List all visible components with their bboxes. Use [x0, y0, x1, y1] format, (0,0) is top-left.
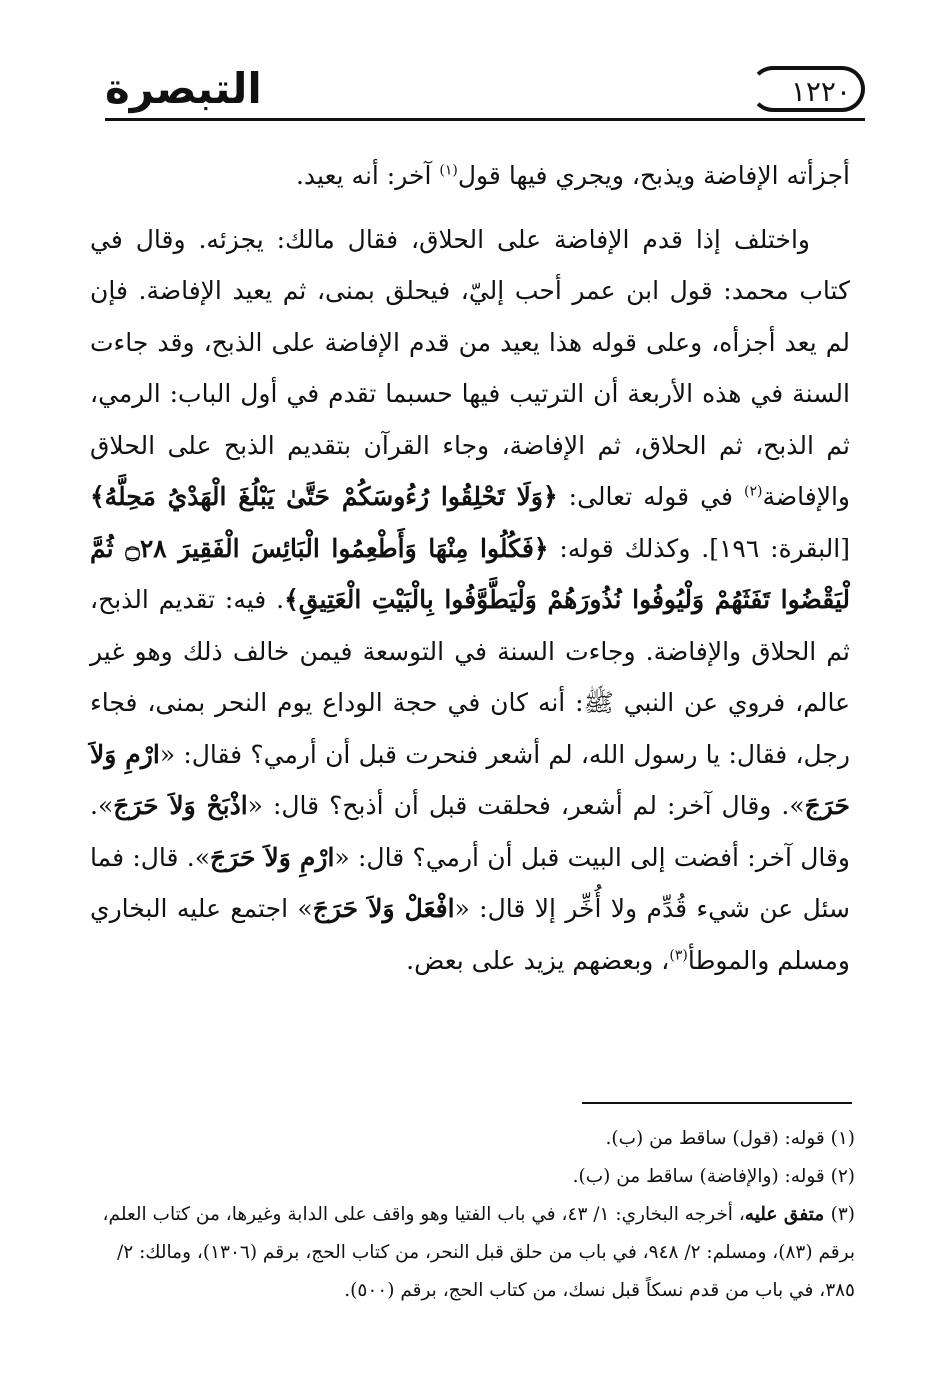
- header-rule: [105, 118, 865, 121]
- footnote-2: [90, 1158, 855, 1196]
- quran-verse-2: ﴿فَكُلُوا مِنْهَا وَأَطْعِمُوا الْبَائِسَ الْفَقِيرَ ۝٢٨ ثُمَّ لْيَقْضُوا تَفَثَهُمْ وَلْيُوفُوا نُذُورَهُمْ وَلْيَطَّوَّفُوا بِالْبَيْتِ الْعَتِيقِ﴾: [90, 533, 850, 614]
- hadith-quote-3: ارْمِ وَلاَ حَرَجَ: [210, 842, 335, 872]
- hadith-quote-2: اذْبَحْ وَلاَ حَرَجَ: [113, 791, 248, 820]
- text-run: ». قال: فما سئل عن شيء قُدِّم ولا أُخِّر إلا قال: «: [90, 842, 850, 923]
- hadith-quote-4: افْعَلْ وَلاَ حَرَجَ: [312, 894, 455, 923]
- paragraph-1: [90, 150, 850, 202]
- footnotes: [90, 1120, 855, 1310]
- footnote-ref-2: (٢): [744, 483, 763, 500]
- text-run: آخر: أنه يعيد.: [295, 161, 440, 190]
- footnote-number: (٢): [830, 1166, 855, 1187]
- text-run: واختلف إذا قدم الإفاضة على الحلاق، فقال مالك: يجزئه. وقال في كتاب محمد: قول ابن عمر أحب إليّ، فيحلق بمنى، ثم يعيد الإفاضة. فإن لم يعد أجزأه، وعلى قوله هذا يعيد من قدم الإفاضة على الذبح، وقد جاءت السنة في هذه الأربعة أن الترتيب فيها حسبما تقدم في أول الباب: الرمي، ثم الذبح، ثم الحلاق، ثم الإفاضة، وجاء القرآن بتقديم الذبح على الحلاق والإفاضة: [90, 224, 850, 511]
- quran-verse-1: ﴿وَلَا تَحْلِقُوا رُءُوسَكُمْ حَتَّىٰ يَبْلُغَ الْهَدْيُ مَحِلَّهُ﴾: [90, 482, 558, 511]
- footnote-separator: [582, 1102, 852, 1104]
- text-run: ». وقال آخر: أفضت إلى البيت قبل أن أرمي؟ قال: «: [90, 791, 851, 872]
- text-run: في قوله تعالى:: [557, 482, 745, 511]
- page-number-frame: [750, 66, 865, 112]
- footnote-ref-1: (١): [439, 162, 458, 179]
- text-run: . فيه: تقديم الذبح، ثم الحلاق والإفاضة. وجاءت السنة في التوسعة فيمن خالف ذلك وهو غير عالم، فروي عن النبي ﷺ: أنه كان في حجة الوداع يوم النحر بمنى، فجاء رجل، فقال: يا رسول الله، لم أشعر فنحرت قبل أن أرمي؟ فقال: «: [90, 585, 851, 769]
- footnote-text: ، أخرجه البخاري: ١/ ٤٣، في باب الفتيا وهو واقف على الدابة وغيرها، من كتاب العلم، برقم (٨٣)، ومسلم: ٢/ ٩٤٨، في باب من حلق قبل النحر، من كتاب الحج، برقم (١٣٠٦)، ومالك: ٢/ ٣٨٥، في باب من قدم نسكاً قبل نسك، من كتاب الحج، برقم (٥٠٠).: [102, 1204, 855, 1301]
- page-header: [105, 60, 865, 120]
- footnote-number: (١): [830, 1128, 855, 1149]
- footnote-ref-3: (٣): [669, 947, 688, 964]
- footnote-3: [90, 1196, 855, 1310]
- footnote-keyword: متفق عليه: [744, 1204, 831, 1225]
- text-run: ، وبعضهم يزيد على بعض.: [406, 945, 670, 975]
- text-run: أجزأته الإفاضة ويذبح، ويجري فيها قول: [457, 161, 850, 190]
- page-number: ١٢٢٠: [790, 75, 851, 108]
- text-run: ». وقال آخر: لم أشعر، فحلقت قبل أن أذبح؟ قال: «: [247, 791, 805, 820]
- text-run: [البقرة: ١٩٦]. وكذلك قوله:: [548, 533, 850, 563]
- hadith-quote-1: ارْمِ وَلاَ حَرَجَ: [90, 739, 850, 820]
- footnote-1: [90, 1120, 855, 1158]
- footnote-text: قوله: (قول) ساقط من (ب).: [605, 1128, 831, 1149]
- text-run: » اجتمع عليه البخاري ومسلم والموطأ: [90, 894, 850, 975]
- footnote-text: قوله: (والإفاضة) ساقط من (ب).: [572, 1166, 831, 1187]
- paragraph-2: [90, 214, 850, 987]
- footnote-number: (٣): [830, 1204, 855, 1225]
- book-title: التبصرة: [105, 64, 262, 113]
- main-text: [90, 150, 850, 986]
